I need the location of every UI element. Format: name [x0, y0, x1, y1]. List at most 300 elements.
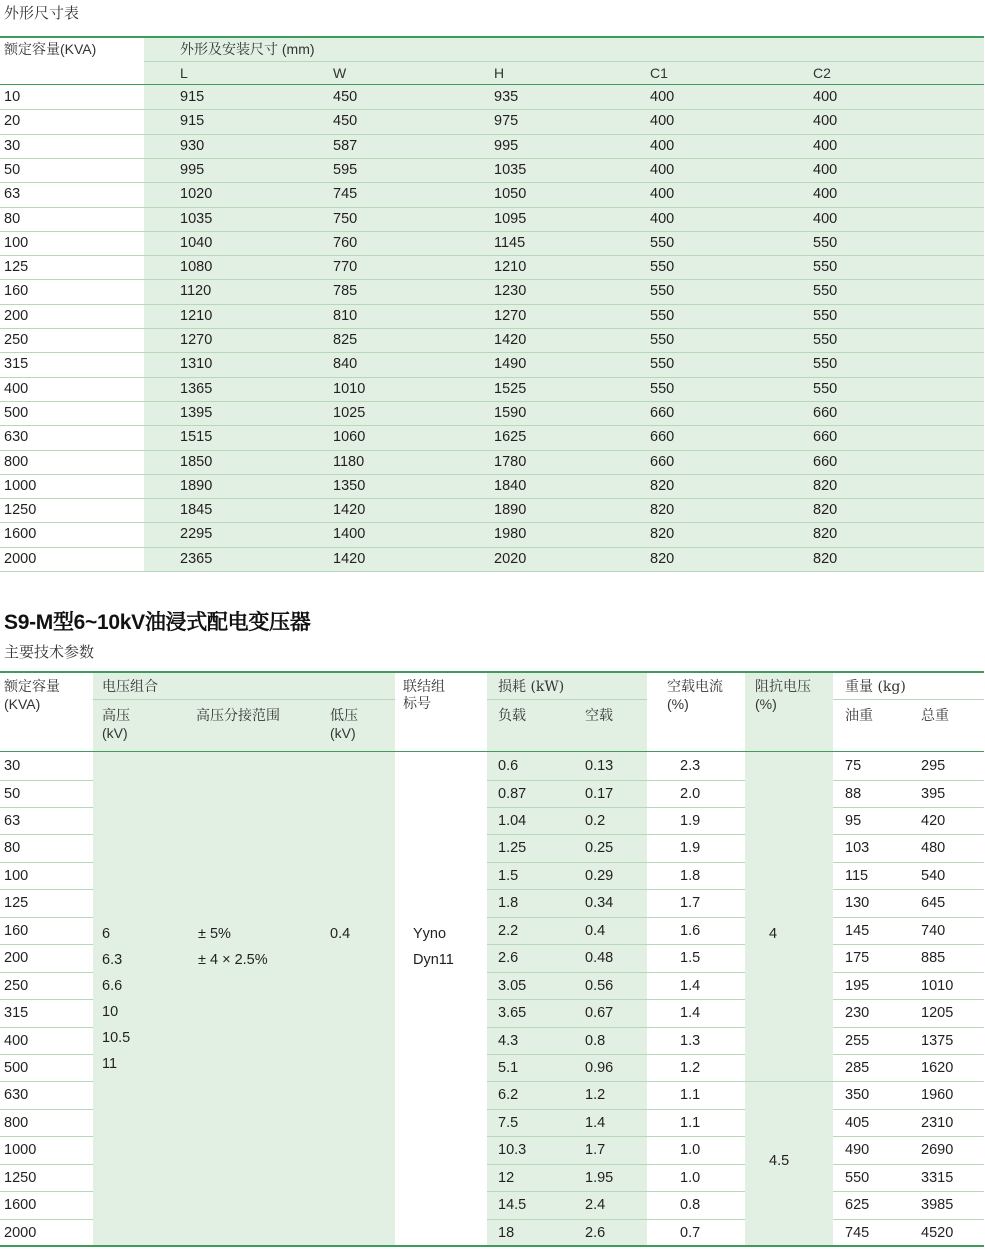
- no-load-loss-cell: 2.4: [585, 1197, 606, 1214]
- hv-value: 10: [102, 1004, 119, 1020]
- W-cell: 595: [333, 161, 358, 178]
- load-loss-cell: 2.6: [498, 950, 519, 967]
- lv-header-line1: 低压: [330, 708, 358, 724]
- section-subtitle: 主要技术参数: [4, 643, 95, 661]
- weight-subheader-rule: [833, 699, 984, 700]
- table2-row-divider: [487, 807, 745, 808]
- C1-cell: 550: [650, 283, 675, 300]
- table2-row-divider: [0, 1081, 93, 1082]
- table2-row-divider: [833, 889, 984, 890]
- loss-subheader-rule: [487, 699, 647, 700]
- C1-cell: 400: [650, 137, 675, 154]
- total-weight-cell: 3985: [921, 1197, 954, 1214]
- oil-weight-cell: 75: [845, 758, 862, 774]
- C2-cell: 550: [813, 259, 838, 276]
- table2-row-divider: [833, 807, 984, 808]
- C1-cell: 550: [650, 356, 675, 373]
- H-cell: 995: [494, 137, 519, 154]
- W-cell: 825: [333, 332, 358, 348]
- oil-weight-header: 油重: [845, 708, 873, 724]
- total-weight-cell: 395: [921, 785, 946, 802]
- capacity-cell: 1600: [4, 1197, 37, 1214]
- load-loss-cell: 7.5: [498, 1114, 519, 1131]
- W-cell: 770: [333, 259, 358, 276]
- lv-value: 0.4: [330, 926, 351, 942]
- W-cell: 840: [333, 356, 358, 373]
- L-cell: 915: [180, 113, 205, 130]
- oil-weight-cell: 405: [845, 1114, 870, 1131]
- W-cell: 750: [333, 210, 358, 227]
- table2-row-divider: [833, 1027, 984, 1028]
- C2-cell: 400: [813, 137, 838, 154]
- table2-row-divider: [487, 1164, 745, 1165]
- table2-row-divider: [0, 1027, 93, 1028]
- no-load-current-header-line2: (%): [667, 696, 689, 712]
- W-cell: 1060: [333, 429, 366, 446]
- no-load-current-cell: 0.7: [680, 1224, 701, 1241]
- total-weight-cell: 645: [921, 895, 946, 912]
- table2-row-divider: [0, 807, 93, 808]
- no-load-loss-cell: 0.2: [585, 812, 606, 829]
- loss-group-header: 损耗 (kW): [498, 679, 565, 695]
- tap-range-value: ± 4 × 2.5%: [198, 952, 268, 968]
- no-load-current-cell: 1.2: [680, 1060, 701, 1076]
- table2-row-divider: [833, 1109, 984, 1110]
- capacity-cell: 250: [4, 332, 29, 348]
- H-cell: 1590: [494, 404, 527, 421]
- no-load-current-cell: 1.9: [680, 840, 701, 857]
- capacity-cell: 200: [4, 307, 29, 324]
- L-cell: 1850: [180, 453, 213, 470]
- no-load-current-cell: 1.1: [680, 1114, 701, 1131]
- capacity-cell: 30: [4, 137, 21, 154]
- C1-cell: 400: [650, 186, 675, 203]
- table2-row-divider: [0, 1136, 93, 1137]
- no-load-loss-cell: 2.6: [585, 1224, 606, 1241]
- table2-row-divider: [0, 1054, 93, 1055]
- table2-row-divider: [833, 1081, 984, 1082]
- L-cell: 915: [180, 89, 205, 105]
- connection-header-line2: 标号: [403, 696, 431, 712]
- C1-cell: 550: [650, 380, 675, 397]
- no-load-current-cell: 1.0: [680, 1142, 701, 1159]
- L-cell: 1120: [180, 283, 212, 300]
- lv-header-line2: (kV): [330, 725, 356, 741]
- capacity-cell: 10: [4, 89, 21, 105]
- L-cell: 1395: [180, 404, 213, 421]
- col-header-C2: C2: [813, 65, 831, 81]
- L-cell: 1035: [180, 210, 213, 227]
- L-cell: 1210: [180, 307, 213, 324]
- no-load-loss-cell: 1.4: [585, 1114, 606, 1131]
- L-cell: 1310: [180, 356, 213, 373]
- no-load-current-cell: 2.0: [680, 785, 701, 802]
- C2-cell: 550: [813, 283, 838, 300]
- no-load-current-cell: 1.8: [680, 867, 701, 884]
- total-weight-cell: 1620: [921, 1060, 954, 1076]
- table1-caption: 外形尺寸表: [4, 4, 80, 22]
- no-load-loss-cell: 0.8: [585, 1032, 606, 1049]
- capacity-cell: 200: [4, 950, 29, 967]
- tap-range-value: ± 5%: [198, 926, 231, 942]
- oil-weight-cell: 625: [845, 1197, 870, 1214]
- C2-cell: 820: [813, 477, 838, 494]
- no-load-current-cell: 1.0: [680, 1169, 701, 1186]
- table2-row-divider: [833, 917, 984, 918]
- C2-cell: 400: [813, 186, 838, 203]
- W-cell: 587: [333, 137, 358, 154]
- hv-value: 11: [102, 1056, 118, 1072]
- oil-weight-cell: 175: [845, 950, 870, 967]
- oil-weight-cell: 103: [845, 840, 870, 857]
- capacity-cell: 315: [4, 1005, 29, 1021]
- total-weight-cell: 740: [921, 922, 946, 939]
- capacity-cell: 30: [4, 758, 21, 774]
- capacity-cell: 125: [4, 259, 29, 276]
- C1-cell: 400: [650, 161, 675, 178]
- connection-value: Dyn11: [413, 952, 454, 968]
- oil-weight-cell: 255: [845, 1032, 870, 1049]
- L-cell: 1365: [180, 380, 213, 397]
- table2-row-divider: [833, 1191, 984, 1192]
- table2-row-divider: [0, 1191, 93, 1192]
- capacity-cell: 1000: [4, 477, 37, 494]
- total-weight-cell: 4520: [921, 1224, 954, 1241]
- section-title: S9-M型6~10kV油浸式配电变压器: [4, 611, 311, 634]
- W-cell: 1420: [333, 502, 366, 519]
- W-cell: 1420: [333, 550, 366, 567]
- L-cell: 1080: [180, 259, 213, 276]
- impedance-header-line1: 阻抗电压: [755, 679, 811, 695]
- H-cell: 1230: [494, 283, 527, 300]
- load-loss-cell: 18: [498, 1224, 515, 1241]
- no-load-loss-cell: 0.96: [585, 1060, 614, 1076]
- oil-weight-cell: 490: [845, 1142, 870, 1159]
- H-cell: 1050: [494, 186, 527, 203]
- table2-row-divider: [487, 944, 745, 945]
- capacity-cell: 50: [4, 161, 21, 178]
- load-loss-cell: 12: [498, 1169, 515, 1186]
- no-load-loss-cell: 0.56: [585, 977, 614, 994]
- H-cell: 1625: [494, 429, 527, 446]
- hv-header-line2: (kV): [102, 725, 128, 741]
- load-loss-cell: 1.8: [498, 895, 519, 912]
- table2-row-divider: [487, 1191, 745, 1192]
- capacity-cell: 100: [4, 867, 29, 884]
- C2-cell: 400: [813, 161, 838, 178]
- table2-row-divider: [833, 972, 984, 973]
- tap-range-header: 高压分接范围: [196, 708, 280, 724]
- table2-row-divider: [487, 917, 745, 918]
- no-load-loss-cell: 0.48: [585, 950, 614, 967]
- table2-top-rule: [0, 671, 984, 673]
- capacity-cell: 800: [4, 1114, 29, 1131]
- H-cell: 1095: [494, 210, 527, 227]
- table2-row-divider: [487, 1054, 745, 1055]
- oil-weight-cell: 88: [845, 785, 862, 802]
- capacity-cell: 250: [4, 977, 29, 994]
- no-load-loss-cell: 0.67: [585, 1005, 614, 1021]
- hv-header-line1: 高压: [102, 708, 130, 724]
- L-cell: 995: [180, 161, 205, 178]
- C1-cell: 400: [650, 113, 675, 130]
- C1-cell: 660: [650, 404, 675, 421]
- load-loss-cell: 5.1: [498, 1060, 519, 1076]
- capacity-header-line1: 额定容量: [4, 679, 60, 695]
- impedance-value-lower: 4.5: [769, 1153, 790, 1169]
- C2-cell: 400: [813, 210, 838, 227]
- table2-row-divider: [0, 1109, 93, 1110]
- C1-cell: 820: [650, 550, 675, 567]
- table2-row-divider: [0, 999, 93, 1000]
- table2-row-divider: [833, 862, 984, 863]
- no-load-loss-cell: 1.7: [585, 1142, 606, 1159]
- total-weight-cell: 1960: [921, 1087, 954, 1104]
- C2-cell: 660: [813, 404, 838, 421]
- table2-row-divider: [0, 1219, 93, 1220]
- col-header-C1: C1: [650, 65, 668, 81]
- impedance-group-divider: [745, 1081, 833, 1082]
- oil-weight-cell: 230: [845, 1005, 870, 1021]
- capacity-cell: 630: [4, 1087, 29, 1104]
- table2-row-divider: [833, 1136, 984, 1137]
- W-cell: 745: [333, 186, 358, 203]
- no-load-current-cell: 2.3: [680, 758, 701, 774]
- C1-cell: 400: [650, 210, 675, 227]
- L-cell: 1270: [180, 332, 213, 348]
- load-loss-cell: 1.5: [498, 867, 519, 884]
- no-load-loss-cell: 0.34: [585, 895, 614, 912]
- L-cell: 1890: [180, 477, 213, 494]
- table2-row-divider: [0, 917, 93, 918]
- no-load-current-cell: 1.9: [680, 812, 701, 829]
- L-cell: 2295: [180, 526, 213, 543]
- C1-cell: 820: [650, 526, 675, 543]
- C1-cell: 550: [650, 332, 675, 348]
- table2-row-divider: [0, 834, 93, 835]
- C1-cell: 820: [650, 502, 675, 519]
- W-cell: 1010: [333, 380, 366, 397]
- H-cell: 1420: [494, 332, 527, 348]
- hv-value: 6.3: [102, 952, 123, 968]
- load-loss-cell: 0.87: [498, 785, 527, 802]
- C1-cell: 660: [650, 453, 675, 470]
- table2-row-divider: [487, 1219, 745, 1220]
- H-cell: 1210: [494, 259, 527, 276]
- table2-row-divider: [0, 944, 93, 945]
- H-cell: 975: [494, 113, 519, 130]
- total-weight-cell: 2310: [921, 1114, 954, 1131]
- total-weight-cell: 3315: [921, 1169, 954, 1186]
- table2-row-divider: [0, 780, 93, 781]
- table2-row-divider: [833, 1054, 984, 1055]
- C2-cell: 660: [813, 453, 838, 470]
- voltage-subheader-rule: [93, 699, 395, 700]
- no-load-loss-header: 空载: [585, 708, 613, 724]
- table2-bottom-rule: [0, 1245, 984, 1247]
- capacity-cell: 80: [4, 840, 21, 857]
- oil-weight-cell: 350: [845, 1087, 870, 1104]
- no-load-current-cell: 1.4: [680, 1005, 701, 1021]
- no-load-current-cell: 1.5: [680, 950, 701, 967]
- oil-weight-cell: 745: [845, 1224, 870, 1241]
- C2-cell: 820: [813, 526, 838, 543]
- table2-row-divider: [487, 889, 745, 890]
- oil-weight-cell: 550: [845, 1169, 870, 1186]
- H-cell: 2020: [494, 550, 527, 567]
- L-cell: 1040: [180, 234, 213, 251]
- load-loss-cell: 3.05: [498, 977, 527, 994]
- L-cell: 930: [180, 137, 205, 154]
- capacity-cell: 63: [4, 812, 21, 829]
- capacity-cell: 80: [4, 210, 21, 227]
- load-loss-header: 负载: [498, 708, 526, 724]
- H-cell: 1840: [494, 477, 527, 494]
- no-load-current-cell: 0.8: [680, 1197, 701, 1214]
- table2-row-divider: [487, 1136, 745, 1137]
- C2-cell: 400: [813, 113, 838, 130]
- capacity-cell: 160: [4, 922, 29, 939]
- table2-row-divider: [487, 1027, 745, 1028]
- H-cell: 1035: [494, 161, 527, 178]
- capacity-cell: 315: [4, 356, 29, 373]
- capacity-cell: 125: [4, 895, 29, 912]
- load-loss-cell: 6.2: [498, 1087, 519, 1104]
- capacity-cell: 400: [4, 1032, 29, 1049]
- no-load-current-cell: 1.1: [680, 1087, 701, 1104]
- total-weight-cell: 2690: [921, 1142, 954, 1159]
- C2-cell: 820: [813, 550, 838, 567]
- table2-row-divider: [487, 834, 745, 835]
- col-header-W: W: [333, 65, 347, 81]
- capacity-cell: 1600: [4, 526, 37, 543]
- H-cell: 1270: [494, 307, 527, 324]
- no-load-loss-cell: 0.4: [585, 922, 606, 939]
- load-loss-cell: 3.65: [498, 1005, 527, 1021]
- capacity-cell: 2000: [4, 1224, 37, 1241]
- capacity-cell: 20: [4, 113, 21, 130]
- oil-weight-cell: 130: [845, 895, 870, 912]
- W-cell: 450: [333, 113, 358, 130]
- no-load-current-cell: 1.7: [680, 895, 701, 912]
- C1-cell: 550: [650, 234, 675, 251]
- total-weight-cell: 1010: [921, 977, 954, 994]
- table2-row-divider: [0, 972, 93, 973]
- total-weight-cell: 420: [921, 812, 946, 829]
- load-loss-cell: 4.3: [498, 1032, 519, 1049]
- load-loss-cell: 10.3: [498, 1142, 527, 1159]
- weight-group-header: 重量 (kg): [845, 679, 906, 695]
- table2-row-divider: [487, 1081, 745, 1082]
- H-cell: 1890: [494, 502, 527, 519]
- capacity-cell: 1000: [4, 1142, 37, 1159]
- C1-cell: 820: [650, 477, 675, 494]
- table2-row-divider: [833, 944, 984, 945]
- C1-cell: 660: [650, 429, 675, 446]
- col-header-L: L: [180, 65, 188, 81]
- capacity-header-line2: (KVA): [4, 696, 41, 712]
- C2-cell: 400: [813, 89, 838, 105]
- oil-weight-cell: 195: [845, 977, 870, 994]
- table2-row-divider: [0, 1164, 93, 1165]
- no-load-current-cell: 1.6: [680, 922, 701, 939]
- capacity-cell: 1250: [4, 502, 37, 519]
- C2-cell: 550: [813, 332, 838, 348]
- no-load-loss-cell: 0.29: [585, 867, 614, 884]
- no-load-current-cell: 1.3: [680, 1032, 701, 1049]
- C1-cell: 400: [650, 89, 675, 105]
- connection-header-line1: 联结组: [403, 679, 445, 695]
- H-cell: 1145: [494, 234, 526, 251]
- capacity-cell: 630: [4, 429, 29, 446]
- hv-value: 6.6: [102, 978, 123, 994]
- table2-row-divider: [0, 889, 93, 890]
- total-weight-cell: 540: [921, 867, 946, 884]
- total-weight-cell: 885: [921, 950, 946, 967]
- capacity-cell: 63: [4, 186, 21, 203]
- C2-cell: 550: [813, 356, 838, 373]
- W-cell: 810: [333, 307, 358, 324]
- W-cell: 760: [333, 234, 358, 251]
- connection-value: Yyno: [413, 926, 447, 942]
- capacity-cell: 1250: [4, 1169, 37, 1186]
- total-weight-cell: 480: [921, 840, 946, 857]
- C2-cell: 820: [813, 502, 838, 519]
- load-loss-cell: 1.04: [498, 812, 527, 829]
- H-cell: 1780: [494, 453, 527, 470]
- W-cell: 785: [333, 283, 358, 300]
- no-load-loss-cell: 1.2: [585, 1087, 606, 1104]
- C1-cell: 550: [650, 259, 675, 276]
- hv-value: 10.5: [102, 1030, 131, 1046]
- total-weight-cell: 1205: [921, 1005, 954, 1021]
- table2-row-divider: [833, 1164, 984, 1165]
- L-cell: 1020: [180, 186, 213, 203]
- no-load-current-cell: 1.4: [680, 977, 701, 994]
- table2-row-divider: [487, 1109, 745, 1110]
- C2-cell: 550: [813, 307, 838, 324]
- impedance-header-line2: (%): [755, 696, 777, 712]
- capacity-cell: 100: [4, 234, 29, 251]
- L-cell: 1845: [180, 502, 213, 519]
- capacity-cell: 400: [4, 380, 29, 397]
- dimension-group-header: 外形及安装尺寸 (mm): [180, 41, 315, 57]
- capacity-cell: 800: [4, 453, 29, 470]
- table2-row-divider: [833, 834, 984, 835]
- capacity-cell: 500: [4, 1060, 29, 1076]
- table2-row-divider: [487, 862, 745, 863]
- table2-header-rule: [0, 751, 984, 752]
- oil-weight-cell: 145: [845, 922, 870, 939]
- C1-cell: 550: [650, 307, 675, 324]
- table2-row-divider: [487, 972, 745, 973]
- no-load-loss-cell: 0.25: [585, 840, 614, 857]
- capacity-header: 额定容量(KVA): [4, 41, 97, 57]
- oil-weight-cell: 115: [845, 867, 869, 884]
- C2-cell: 550: [813, 234, 838, 251]
- C2-cell: 550: [813, 380, 838, 397]
- hv-value: 6: [102, 926, 111, 942]
- table2-row-divider: [833, 999, 984, 1000]
- no-load-loss-cell: 0.17: [585, 785, 614, 802]
- table2-row-divider: [833, 780, 984, 781]
- W-cell: 450: [333, 89, 358, 105]
- H-cell: 1525: [494, 380, 527, 397]
- W-cell: 1025: [333, 404, 366, 421]
- oil-weight-cell: 95: [845, 812, 862, 829]
- no-load-loss-cell: 1.95: [585, 1169, 614, 1186]
- no-load-loss-cell: 0.13: [585, 758, 614, 774]
